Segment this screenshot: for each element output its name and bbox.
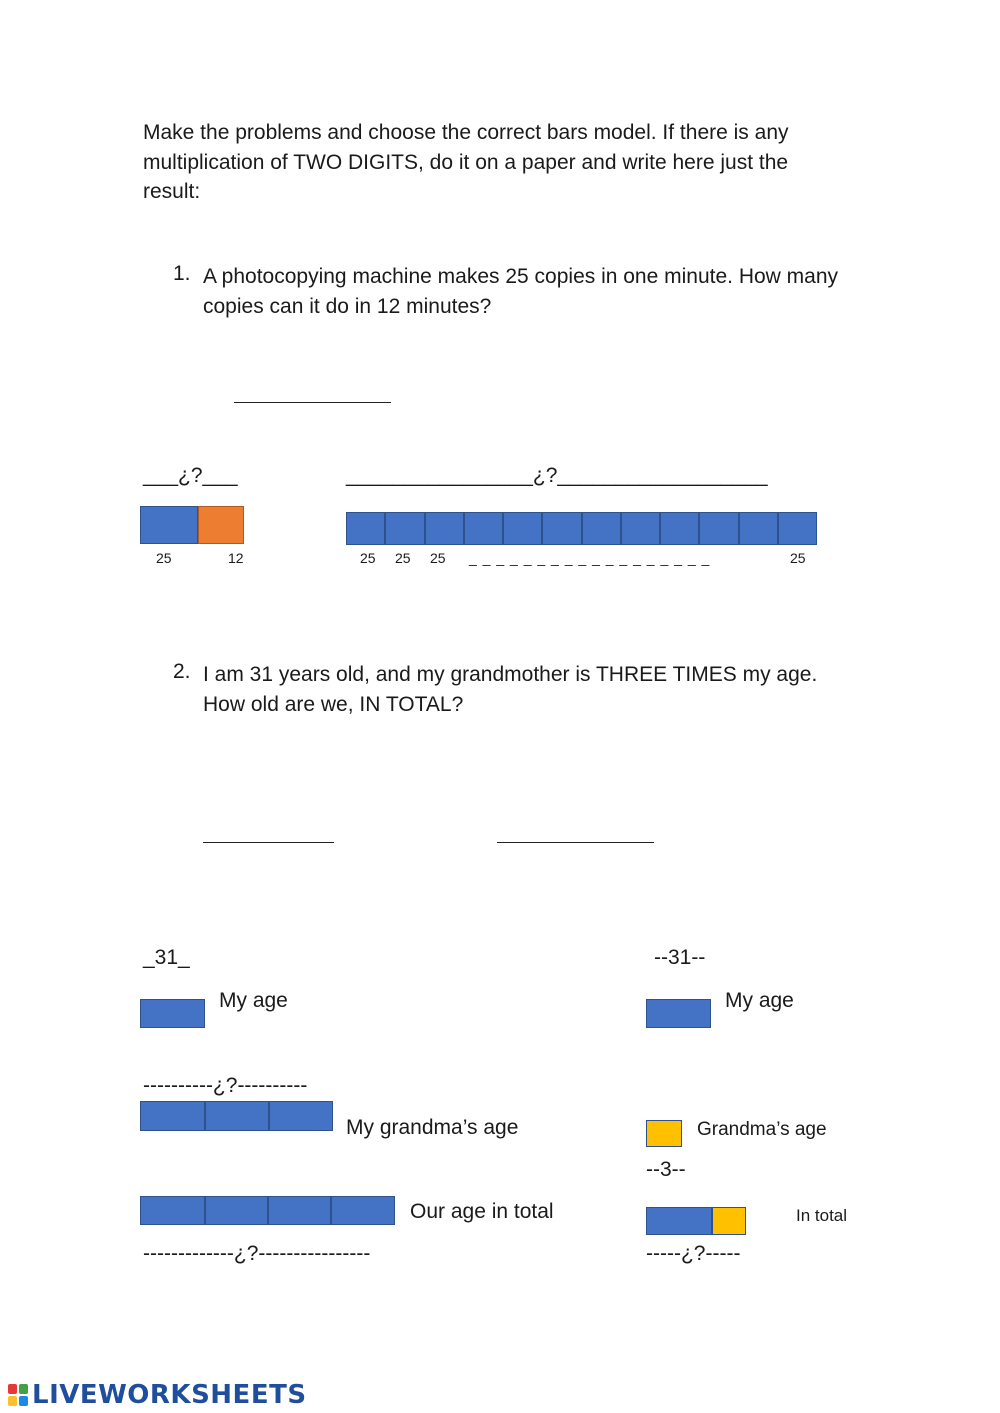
- question-2-answer-blank-2[interactable]: [497, 842, 654, 843]
- instructions-text: Make the problems and choose the correct bars model. If there is any multiplication of TWO DIGITS, do it on a paper and write here just the result:: [143, 121, 789, 203]
- q1-model-b-dashes: _ _ _ _ _ _ _ _ _ _ _ _ _ _ _ _ _ _: [469, 550, 711, 566]
- bar-segment-blue: [425, 512, 464, 545]
- bar-segment-blue: [205, 1101, 269, 1131]
- q2-right-my-age-bar[interactable]: [646, 999, 711, 1028]
- bar-segment-blue: [140, 999, 205, 1028]
- q2-right-my-age-label: My age: [725, 989, 794, 1012]
- question-2-number: 2.: [173, 660, 191, 683]
- bar-segment-blue: [646, 1207, 712, 1235]
- bar-segment-blue: [268, 1196, 331, 1225]
- q1-model-b-bar[interactable]: [346, 512, 817, 545]
- bar-segment-blue: [582, 512, 621, 545]
- bar-segment-blue: [140, 506, 198, 544]
- bar-segment-blue: [140, 1101, 205, 1131]
- bar-segment-blue: [346, 512, 385, 545]
- bar-segment-blue: [660, 512, 699, 545]
- question-1-answer-blank[interactable]: [234, 402, 391, 403]
- q2-left-grandma-label: My grandma’s age: [346, 1116, 519, 1139]
- q1-model-b-value: 25: [790, 550, 806, 566]
- bar-segment-blue: [385, 512, 424, 545]
- bar-segment-blue: [739, 512, 778, 545]
- bar-segment-blue: [331, 1196, 395, 1225]
- bar-segment-blue: [269, 1101, 333, 1131]
- bar-segment-blue: [621, 512, 660, 545]
- q2-right-three-label: --3--: [646, 1158, 686, 1181]
- q2-left-my-age-label: My age: [219, 989, 288, 1012]
- question-2-text: I am 31 years old, and my grandmother is THREE TIMES my age. How old are we, IN TOTAL?: [203, 663, 818, 716]
- q1-model-b-value: 25: [430, 550, 446, 566]
- q2-right-total-question: -----¿?-----: [646, 1242, 741, 1265]
- bar-segment-yellow: [712, 1207, 746, 1235]
- bar-segment-blue: [699, 512, 738, 545]
- q2-left-total-bar[interactable]: [140, 1196, 395, 1225]
- bar-segment-blue: [646, 999, 711, 1028]
- q1-model-a-label: ___¿?___: [143, 464, 238, 487]
- q2-right-total-bar[interactable]: [646, 1207, 746, 1235]
- liveworksheets-logo: [8, 1380, 307, 1410]
- bar-segment-blue: [778, 512, 817, 545]
- q2-left-total-question: -------------¿?----------------: [143, 1242, 371, 1265]
- bar-segment-blue: [503, 512, 542, 545]
- q1-model-b-value: 25: [395, 550, 411, 566]
- bar-segment-orange: [198, 506, 244, 544]
- q1-model-a-bar[interactable]: [140, 506, 244, 544]
- q1-model-b-label: ________________¿?__________________: [346, 464, 768, 487]
- bar-segment-blue: [542, 512, 581, 545]
- question-2-answer-blank-1[interactable]: [203, 842, 334, 843]
- q1-model-b-value: 25: [360, 550, 376, 566]
- bar-segment-blue: [205, 1196, 268, 1225]
- question-1-text: A photocopying machine makes 25 copies in one minute. How many copies can it do in 12 minutes?: [203, 265, 839, 318]
- q2-right-grandma-label: Grandma’s age: [697, 1119, 827, 1140]
- q2-right-grandma-bar[interactable]: [646, 1120, 682, 1147]
- q2-right-my-age-value: --31--: [654, 946, 706, 969]
- q2-left-my-age-value: _31_: [143, 946, 190, 969]
- bar-segment-yellow: [646, 1120, 682, 1147]
- q1-model-a-value: 25: [156, 550, 172, 566]
- q2-right-total-label: In total: [796, 1206, 848, 1225]
- bar-segment-blue: [140, 1196, 205, 1225]
- q2-left-grandma-bar[interactable]: [140, 1101, 333, 1131]
- q2-left-my-age-bar[interactable]: [140, 999, 205, 1028]
- q2-left-total-label: Our age in total: [410, 1200, 554, 1223]
- bar-segment-blue: [464, 512, 503, 545]
- question-1-number: 1.: [173, 262, 191, 285]
- q2-left-grandma-question: ----------¿?----------: [143, 1074, 308, 1097]
- logo-icon: [8, 1384, 28, 1406]
- logo-text: LIVEWORKSHEETS: [32, 1380, 307, 1410]
- q1-model-a-value: 12: [228, 550, 244, 566]
